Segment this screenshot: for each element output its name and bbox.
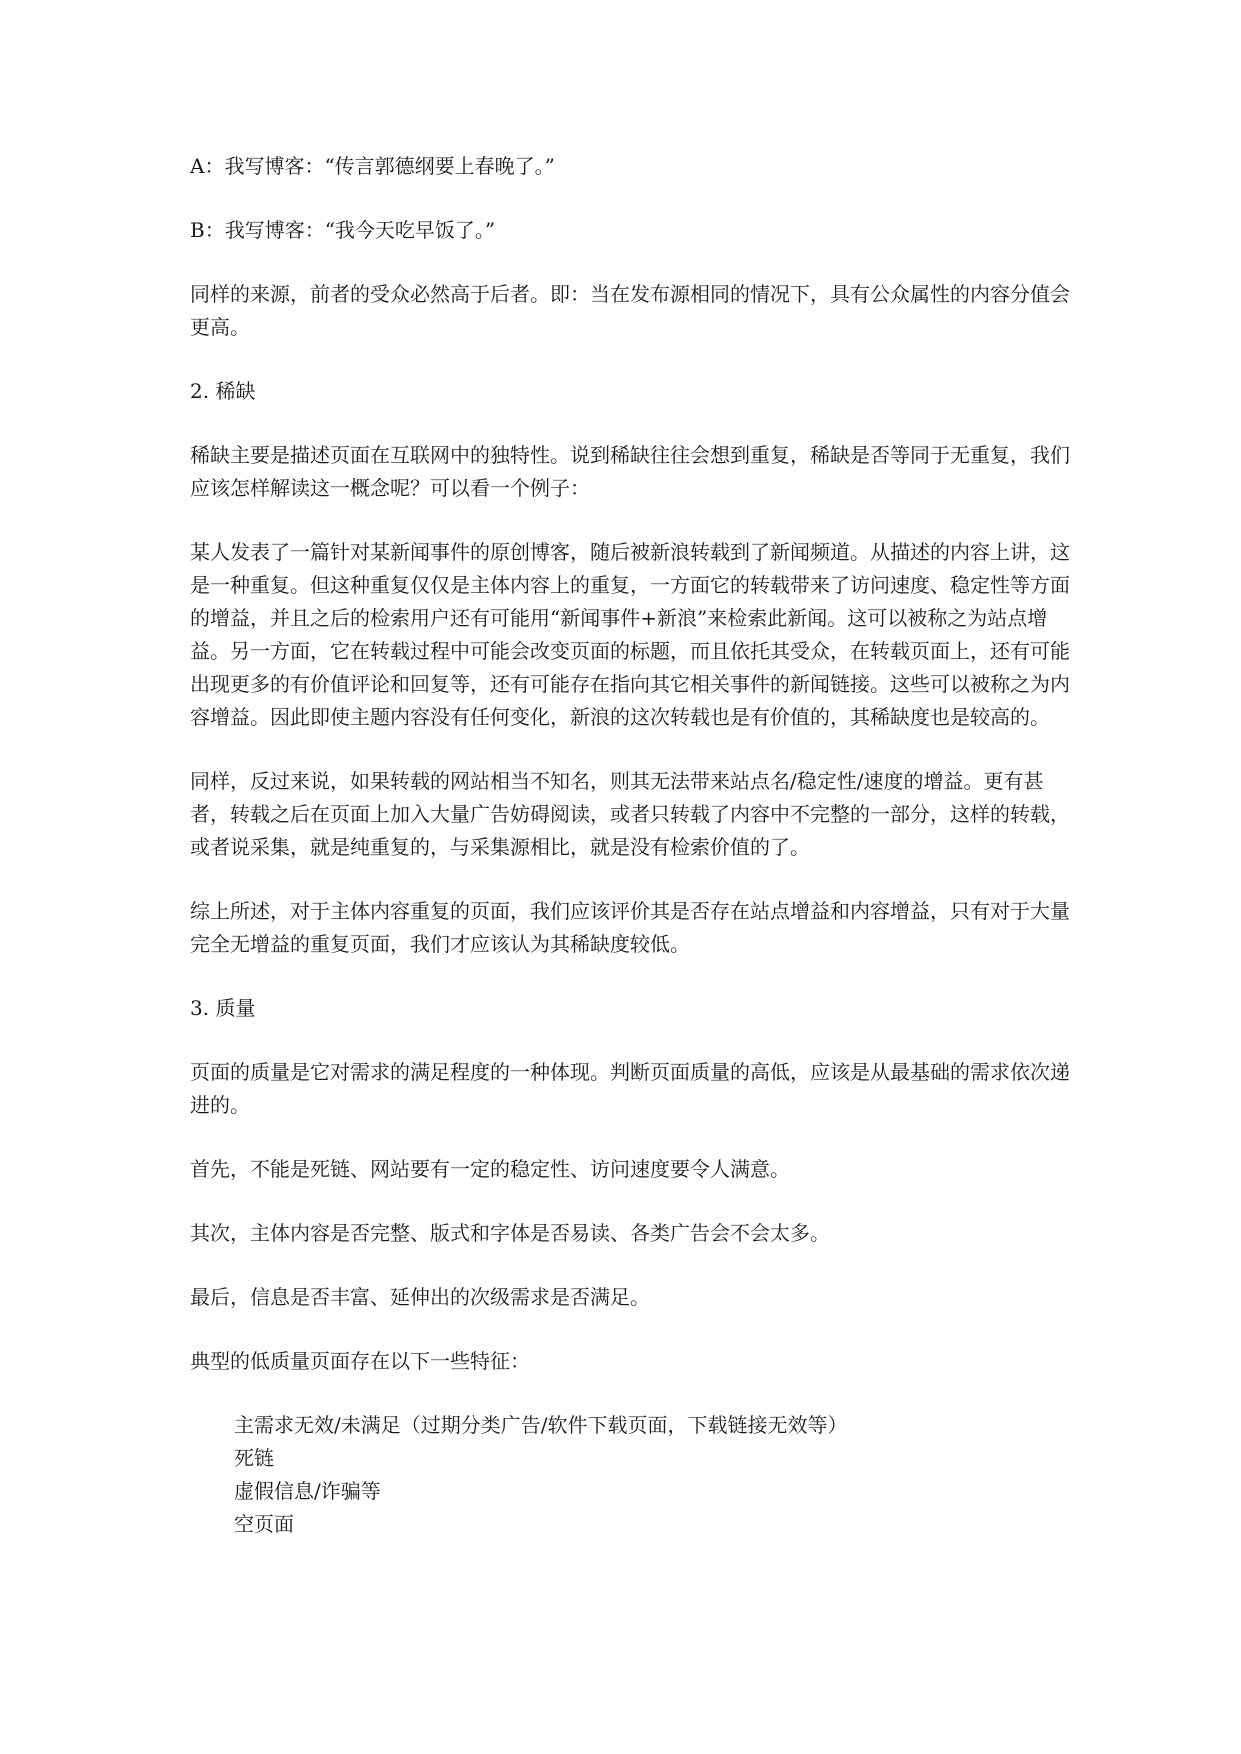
list-item: 主需求无效/未满足（过期分类广告/软件下载页面，下载链接无效等） xyxy=(234,1413,848,1437)
paragraph-scarcity-intro: 稀缺主要是描述页面在互联网中的独特性。说到稀缺往往会想到重复，稀缺是否等同于无重复，我们应该怎样解读这一概念呢？可以看一个例子： xyxy=(190,443,1070,500)
paragraph-scarcity-converse: 同样，反过来说，如果转载的网站相当不知名，则其无法带来站点名/稳定性/速度的增益。更有甚者，转载之后在页面上加入大量广告妨碍阅读，或者只转载了内容中不完整的一部分，这样的转载，或者说采集，就是纯重复的，与采集源相比，就是没有检索价值的了。 xyxy=(190,769,1070,859)
paragraph-quality-last: 最后，信息是否丰富、延伸出的次级需求是否满足。 xyxy=(190,1285,650,1309)
paragraph-public-attribute: 同样的来源，前者的受众必然高于后者。即：当在发布源相同的情况下，具有公众属性的内容分值会更高。 xyxy=(190,282,1070,339)
paragraph-quality-second: 其次，主体内容是否完整、版式和字体是否易读、各类广告会不会太多。 xyxy=(190,1221,830,1245)
paragraph-example-a: A：我写博客：“传言郭德纲要上春晚了。” xyxy=(190,154,555,178)
section-heading-scarcity: 2. 稀缺 xyxy=(190,379,256,403)
list-item: 虚假信息/诈骗等 xyxy=(234,1479,381,1503)
paragraph-quality-intro: 页面的质量是它对需求的满足程度的一种体现。判断页面质量的高低，应该是从最基础的需求依次递进的。 xyxy=(190,1060,1070,1117)
paragraph-low-quality-intro: 典型的低质量页面存在以下一些特征： xyxy=(190,1349,530,1373)
paragraph-scarcity-summary: 综上所述，对于主体内容重复的页面，我们应该评价其是否存在站点增益和内容增益，只有对于大量完全无增益的重复页面，我们才应该认为其稀缺度较低。 xyxy=(190,899,1070,956)
low-quality-feature-list xyxy=(190,1409,1070,1541)
list-item: 死链 xyxy=(234,1446,274,1470)
paragraph-quality-first: 首先，不能是死链、网站要有一定的稳定性、访问速度要令人满意。 xyxy=(190,1157,790,1181)
paragraph-scarcity-example: 某人发表了一篇针对某新闻事件的原创博客，随后被新浪转载到了新闻频道。从描述的内容上讲，这是一种重复。但这种重复仅仅是主体内容上的重复，一方面它的转载带来了访问速度、稳定性等方面的增益，并且之后的检索用户还有可能用“新闻事件+新浪”来检索此新闻。这可以被称之为站点增益。另一方面，它在转载过程中可能会改变页面的标题，而且依托其受众，在转载页面上，还有可能出现更多的有价值评论和回复等，还有可能存在指向其它相关事件的新闻链接。这些可以被称之为内容增益。因此即使主题内容没有任何变化，新浪的这次转载也是有价值的，其稀缺度也是较高的。 xyxy=(190,540,1070,729)
paragraph-example-b: B：我写博客：“我今天吃早饭了。” xyxy=(190,218,496,242)
document-page xyxy=(190,150,1070,1541)
section-heading-quality: 3. 质量 xyxy=(190,996,256,1020)
list-item: 空页面 xyxy=(234,1512,294,1536)
